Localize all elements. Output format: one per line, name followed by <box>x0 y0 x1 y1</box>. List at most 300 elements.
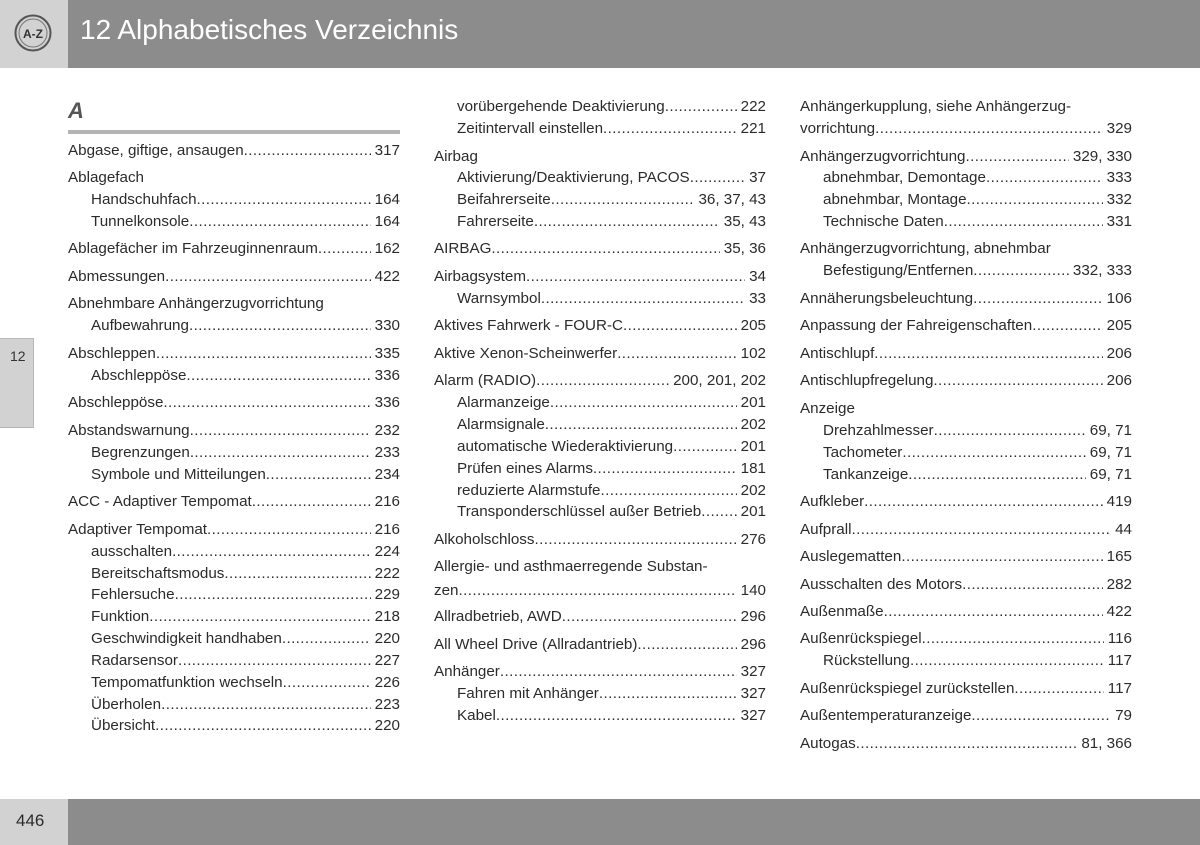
dot-leader <box>864 491 1102 513</box>
dot-leader <box>155 715 371 737</box>
dot-leader <box>902 442 1085 464</box>
index-subentry <box>457 501 766 523</box>
index-subentry <box>91 211 400 233</box>
section-letter: A <box>68 98 84 123</box>
entry-page-ref: 221 <box>740 120 766 137</box>
entry-term: Außentemperaturanzeige <box>800 707 972 724</box>
entry-page-ref: 201 <box>740 438 766 455</box>
index-subentry <box>91 464 400 486</box>
dot-leader <box>500 661 737 683</box>
index-entry <box>434 580 766 602</box>
index-entry <box>800 601 1132 623</box>
index-entry <box>68 420 400 442</box>
entry-page-ref: 206 <box>1106 372 1132 389</box>
dot-leader <box>852 519 1112 541</box>
entry-term: Beifahrerseite <box>457 191 551 208</box>
dot-leader <box>933 370 1102 392</box>
index-subentry <box>823 167 1132 189</box>
entry-page-ref: 164 <box>374 191 400 208</box>
entry-term: ausschalten <box>91 543 173 560</box>
entry-term: Alarm (RADIO) <box>434 372 537 389</box>
entry-page-ref: 330 <box>374 317 400 334</box>
entry-page-ref: 106 <box>1106 290 1132 307</box>
entry-term: Alarmsignale <box>457 416 545 433</box>
dot-leader <box>617 343 736 365</box>
entry-page-ref: 37 <box>749 169 766 186</box>
dot-leader <box>673 436 737 458</box>
index-subentry <box>91 315 400 337</box>
entry-term: Außenmaße <box>800 603 884 620</box>
entry-page-ref: 329 <box>1106 120 1132 137</box>
index-subentry <box>91 672 400 694</box>
entry-page-ref: 327 <box>740 707 766 724</box>
entry-term: Ablagefächer im Fahrzeuginnenraum <box>68 240 318 257</box>
entry-term: Übersicht <box>91 717 156 734</box>
entry-page-ref: 332 <box>1106 191 1132 208</box>
entry-term: Außenrückspiegel <box>800 630 922 647</box>
index-entry <box>68 238 400 260</box>
dot-leader <box>190 420 371 442</box>
entry-page-ref: 333 <box>1106 169 1132 186</box>
footer-tab <box>0 799 68 845</box>
index-subentry <box>91 628 400 650</box>
dot-leader <box>545 414 737 436</box>
entry-term: Aktivierung/Deaktivierung, PACOS <box>457 169 690 186</box>
dot-leader <box>526 266 745 288</box>
entry-term: Begrenzungen <box>91 444 190 461</box>
index-subentry <box>91 189 400 211</box>
index-subentry <box>823 211 1132 233</box>
dot-leader <box>973 260 1069 282</box>
index-subentry <box>823 442 1132 464</box>
index-entry-line: Anhängerzugvorrichtung, abnehmbar <box>800 240 1051 257</box>
dot-leader <box>496 705 737 727</box>
chapter-number: 12 <box>10 348 26 364</box>
entry-page-ref: 220 <box>374 717 400 734</box>
index-subentry <box>457 392 766 414</box>
dot-leader <box>283 672 371 694</box>
index-entry <box>800 491 1132 513</box>
entry-page-ref: 296 <box>740 636 766 653</box>
dot-leader <box>149 606 370 628</box>
index-subentry <box>457 480 766 502</box>
entry-term: vorrichtung <box>800 120 876 137</box>
entry-term: Zeitintervall einstellen <box>457 120 604 137</box>
entry-term: Aktives Fahrwerk - FOUR-C <box>434 317 624 334</box>
entry-page-ref: 35, 43 <box>723 213 766 230</box>
entry-page-ref: 422 <box>1106 603 1132 620</box>
entry-page-ref: 336 <box>374 394 400 411</box>
index-entry <box>800 398 1132 420</box>
entry-term: Aktive Xenon-Scheinwerfer <box>434 345 618 362</box>
index-entry <box>800 574 1132 596</box>
entry-page-ref: 224 <box>374 543 400 560</box>
index-subentry <box>91 650 400 672</box>
entry-page-ref: 422 <box>374 268 400 285</box>
entry-page-ref: 164 <box>374 213 400 230</box>
index-subentry <box>91 541 400 563</box>
dot-leader <box>1014 678 1103 700</box>
index-entry <box>68 392 400 414</box>
entry-page-ref: 296 <box>740 608 766 625</box>
entry-term: Abschleppöse <box>91 367 187 384</box>
entry-term: Abschleppöse <box>68 394 164 411</box>
entry-page-ref: 36, 37, 43 <box>698 191 766 208</box>
header-icon-tab <box>0 0 68 68</box>
index-subentry <box>823 650 1132 672</box>
entry-page-ref: 232 <box>374 422 400 439</box>
entry-term: Alkoholschloss <box>434 531 535 548</box>
dot-leader <box>965 146 1068 168</box>
dot-leader <box>901 546 1102 568</box>
entry-term: Fahrerseite <box>457 213 534 230</box>
index-subentry <box>457 458 766 480</box>
dot-leader <box>1032 315 1102 337</box>
index-entry <box>800 118 1132 140</box>
entry-page-ref: 202 <box>740 482 766 499</box>
index-subentry <box>457 96 766 118</box>
dot-leader <box>175 584 371 606</box>
dot-leader <box>967 189 1103 211</box>
dot-leader <box>459 580 737 602</box>
entry-term: Adaptiver Tempomat <box>68 521 208 538</box>
dot-leader <box>944 211 1103 233</box>
entry-term: Aufprall <box>800 521 852 538</box>
index-subentry <box>91 584 400 606</box>
entry-term: ACC - Adaptiver Tempomat <box>68 493 252 510</box>
dot-leader <box>884 601 1103 623</box>
index-entry <box>434 370 766 392</box>
entry-page-ref: 218 <box>374 608 400 625</box>
dot-leader <box>172 541 371 563</box>
index-column-1 <box>68 0 400 790</box>
index-entry <box>800 519 1132 541</box>
dot-leader <box>534 211 720 233</box>
entry-page-ref: 276 <box>740 531 766 548</box>
index-entry <box>434 634 766 656</box>
entry-term: Warnsymbol <box>457 290 541 307</box>
dot-leader <box>190 442 371 464</box>
index-entry-line: Allergie- und asthmaerregende Substan- <box>434 558 708 575</box>
index-subentry <box>457 189 766 211</box>
entry-term: Abschleppen <box>68 345 156 362</box>
dot-leader <box>534 529 736 551</box>
entry-page-ref: 140 <box>740 582 766 599</box>
entry-page-ref: 81, 366 <box>1081 735 1132 752</box>
entry-page-ref: 200, 201, 202 <box>673 372 766 389</box>
page-number: 446 <box>16 811 45 830</box>
entry-page-ref: 202 <box>740 416 766 433</box>
index-subentry <box>457 118 766 140</box>
entry-page-ref: 69, 71 <box>1089 466 1132 483</box>
dot-leader <box>665 96 737 118</box>
entry-term: Allradbetrieb, AWD <box>434 608 562 625</box>
entry-page-ref: 181 <box>740 460 766 477</box>
dot-leader <box>541 288 745 310</box>
index-entry <box>800 705 1132 727</box>
entry-term: Annäherungsbeleuchtung <box>800 290 974 307</box>
index-subentry <box>91 715 400 737</box>
index-subentry <box>823 189 1132 211</box>
entry-page-ref: 162 <box>374 240 400 257</box>
index-subentry <box>457 211 766 233</box>
dot-leader <box>224 563 370 585</box>
dot-leader <box>178 650 371 672</box>
index-entry <box>68 343 400 365</box>
dot-leader <box>971 705 1111 727</box>
entry-term: zen <box>434 582 459 599</box>
entry-term: Airbagsystem <box>434 268 527 285</box>
dot-leader <box>266 464 371 486</box>
entry-page-ref: 233 <box>374 444 400 461</box>
index-subentry <box>457 683 766 705</box>
index-entry <box>800 315 1132 337</box>
entry-term: Tachometer <box>823 444 903 461</box>
entry-page-ref: 317 <box>374 142 400 159</box>
index-entry <box>800 370 1132 392</box>
dot-leader <box>189 315 371 337</box>
entry-term: Aufkleber <box>800 493 865 510</box>
entry-page-ref: 419 <box>1106 493 1132 510</box>
entry-term: Radarsensor <box>91 652 178 669</box>
dot-leader <box>908 464 1085 486</box>
dot-leader <box>701 501 736 523</box>
entry-term: Autogas <box>800 735 856 752</box>
index-subentry <box>91 442 400 464</box>
entry-page-ref: 229 <box>374 586 400 603</box>
dot-leader <box>690 167 745 189</box>
entry-page-ref: 35, 36 <box>723 240 766 257</box>
entry-page-ref: 327 <box>740 685 766 702</box>
entry-term: Anpassung der Fahreigenschaften <box>800 317 1033 334</box>
a-z-icon <box>14 14 52 52</box>
entry-page-ref: 332, 333 <box>1072 262 1132 279</box>
entry-term: Ausschalten des Motors <box>800 576 963 593</box>
entry-page-ref: 205 <box>740 317 766 334</box>
entry-term: Bereitschaftsmodus <box>91 565 225 582</box>
index-entry <box>434 146 766 168</box>
entry-page-ref: 201 <box>740 503 766 520</box>
index-entry <box>434 238 766 260</box>
index-entry <box>800 678 1132 700</box>
entry-page-ref: 69, 71 <box>1089 444 1132 461</box>
index-subentry <box>457 705 766 727</box>
entry-page-ref: 222 <box>740 98 766 115</box>
entry-page-ref: 327 <box>740 663 766 680</box>
dot-leader <box>910 650 1104 672</box>
entry-term: Tankanzeige <box>823 466 909 483</box>
entry-term: Tempomatfunktion wechseln <box>91 674 283 691</box>
index-entry <box>800 628 1132 650</box>
index-entry <box>434 529 766 551</box>
index-column-3 <box>800 0 1132 790</box>
index-entry <box>434 661 766 683</box>
entry-term: Abgase, giftige, ansaugen <box>68 142 244 159</box>
entry-page-ref: 220 <box>374 630 400 647</box>
entry-page-ref: 223 <box>374 696 400 713</box>
index-entry-line: Anhängerkupplung, siehe Anhängerzug- <box>800 98 1072 115</box>
dot-leader <box>986 167 1103 189</box>
index-entry <box>800 146 1132 168</box>
entry-page-ref: 216 <box>374 521 400 538</box>
entry-page-ref: 102 <box>740 345 766 362</box>
index-column-2 <box>434 0 766 790</box>
entry-page-ref: 117 <box>1107 680 1132 697</box>
entry-page-ref: 335 <box>374 345 400 362</box>
dot-leader <box>491 238 719 260</box>
entry-page-ref: 205 <box>1106 317 1132 334</box>
dot-leader <box>973 288 1103 310</box>
chapter-side-tab <box>0 338 34 428</box>
entry-term: Funktion <box>91 608 150 625</box>
dot-leader <box>922 628 1104 650</box>
index-entry <box>800 546 1132 568</box>
dot-leader <box>156 343 371 365</box>
entry-term: Außenrückspiegel zurückstellen <box>800 680 1015 697</box>
index-entry <box>800 343 1132 365</box>
index-subentry <box>823 420 1132 442</box>
entry-term: vorübergehende Deaktivierung <box>457 98 665 115</box>
dot-leader <box>875 118 1103 140</box>
entry-term: Alarmanzeige <box>457 394 550 411</box>
entry-page-ref: 33 <box>749 290 766 307</box>
dot-leader <box>551 189 695 211</box>
entry-page-ref: 222 <box>374 565 400 582</box>
index-subentry <box>823 260 1132 282</box>
entry-term: Anhängerzugvorrichtung <box>800 148 966 165</box>
index-entry <box>434 315 766 337</box>
entry-term: Antischlupf <box>800 345 875 362</box>
entry-term: abnehmbar, Montage <box>823 191 967 208</box>
dot-leader <box>163 392 370 414</box>
index-entry <box>68 293 400 315</box>
entry-term: All Wheel Drive (Allradantrieb) <box>434 636 638 653</box>
index-subentry <box>91 563 400 585</box>
dot-leader <box>934 420 1086 442</box>
dot-leader <box>874 343 1102 365</box>
entry-page-ref: 226 <box>374 674 400 691</box>
dot-leader <box>637 634 736 656</box>
dot-leader <box>165 266 371 288</box>
svg-text:A-Z: A-Z <box>23 27 43 41</box>
page-title: 12 Alphabetisches Verzeichnis <box>80 14 459 45</box>
entry-term: automatische Wiederaktivierung <box>457 438 674 455</box>
index-entry <box>800 733 1132 755</box>
dot-leader <box>282 628 371 650</box>
entry-term: Befestigung/Entfernen <box>823 262 974 279</box>
entry-term: Fehlersuche <box>91 586 175 603</box>
entry-term: Kabel <box>457 707 496 724</box>
entry-term: Airbag <box>434 148 478 165</box>
dot-leader <box>603 118 737 140</box>
index-subentry <box>457 288 766 310</box>
entry-term: Technische Daten <box>823 213 944 230</box>
entry-page-ref: 201 <box>740 394 766 411</box>
index-subentry <box>91 606 400 628</box>
entry-term: Transponderschlüssel außer Betrieb <box>457 503 702 520</box>
dot-leader <box>593 458 737 480</box>
dot-leader <box>962 574 1103 596</box>
entry-term: Geschwindigkeit handhaben <box>91 630 282 647</box>
entry-term: Fahren mit Anhänger <box>457 685 599 702</box>
entry-page-ref: 117 <box>1107 652 1132 669</box>
index-entry <box>434 266 766 288</box>
page-footer <box>0 799 1200 845</box>
entry-term: Symbole und Mitteilungen <box>91 466 266 483</box>
index-entry <box>68 140 400 162</box>
entry-page-ref: 234 <box>374 466 400 483</box>
entry-page-ref: 116 <box>1107 630 1132 647</box>
entry-page-ref: 331 <box>1106 213 1132 230</box>
index-entry <box>68 491 400 513</box>
entry-term: Abstandswarnung <box>68 422 190 439</box>
entry-page-ref: 165 <box>1106 548 1132 565</box>
entry-term: Handschuhfach <box>91 191 197 208</box>
entry-term: Ablagefach <box>68 169 144 186</box>
index-subentry <box>91 365 400 387</box>
entry-term: Prüfen eines Alarms <box>457 460 593 477</box>
entry-term: Antischlupfregelung <box>800 372 934 389</box>
entry-term: Anhänger <box>434 663 500 680</box>
index-entry <box>68 167 400 189</box>
entry-term: Rückstellung <box>823 652 910 669</box>
entry-term: Überholen <box>91 696 162 713</box>
entry-term: Drehzahlmesser <box>823 422 934 439</box>
entry-page-ref: 227 <box>374 652 400 669</box>
entry-page-ref: 206 <box>1106 345 1132 362</box>
entry-term: Aufbewahrung <box>91 317 189 334</box>
entry-term: Anzeige <box>800 400 855 417</box>
dot-leader <box>536 370 669 392</box>
entry-page-ref: 44 <box>1115 521 1132 538</box>
index-subentry <box>91 694 400 716</box>
dot-leader <box>161 694 371 716</box>
entry-page-ref: 336 <box>374 367 400 384</box>
dot-leader <box>601 480 737 502</box>
entry-term: Abmessungen <box>68 268 166 285</box>
entry-term: AIRBAG <box>434 240 492 257</box>
dot-leader <box>189 211 370 233</box>
entry-term: Abnehmbare Anhängerzugvorrichtung <box>68 295 324 312</box>
index-entry <box>800 288 1132 310</box>
entry-term: Auslegematten <box>800 548 902 565</box>
dot-leader <box>244 140 371 162</box>
entry-page-ref: 216 <box>374 493 400 510</box>
dot-leader <box>562 606 737 628</box>
dot-leader <box>599 683 737 705</box>
entry-page-ref: 69, 71 <box>1089 422 1132 439</box>
dot-leader <box>207 519 371 541</box>
index-entry <box>434 343 766 365</box>
entry-page-ref: 329, 330 <box>1072 148 1132 165</box>
entry-page-ref: 34 <box>749 268 766 285</box>
entry-page-ref: 79 <box>1115 707 1132 724</box>
index-subentry <box>457 436 766 458</box>
index-subentry <box>457 167 766 189</box>
dot-leader <box>318 238 371 260</box>
index-subentry <box>457 414 766 436</box>
dot-leader <box>623 315 737 337</box>
dot-leader <box>856 733 1078 755</box>
entry-term: reduzierte Alarmstufe <box>457 482 601 499</box>
index-subentry <box>823 464 1132 486</box>
dot-leader <box>550 392 737 414</box>
index-entry <box>68 519 400 541</box>
index-entry <box>68 266 400 288</box>
dot-leader <box>252 491 371 513</box>
dot-leader <box>186 365 370 387</box>
entry-page-ref: 282 <box>1106 576 1132 593</box>
